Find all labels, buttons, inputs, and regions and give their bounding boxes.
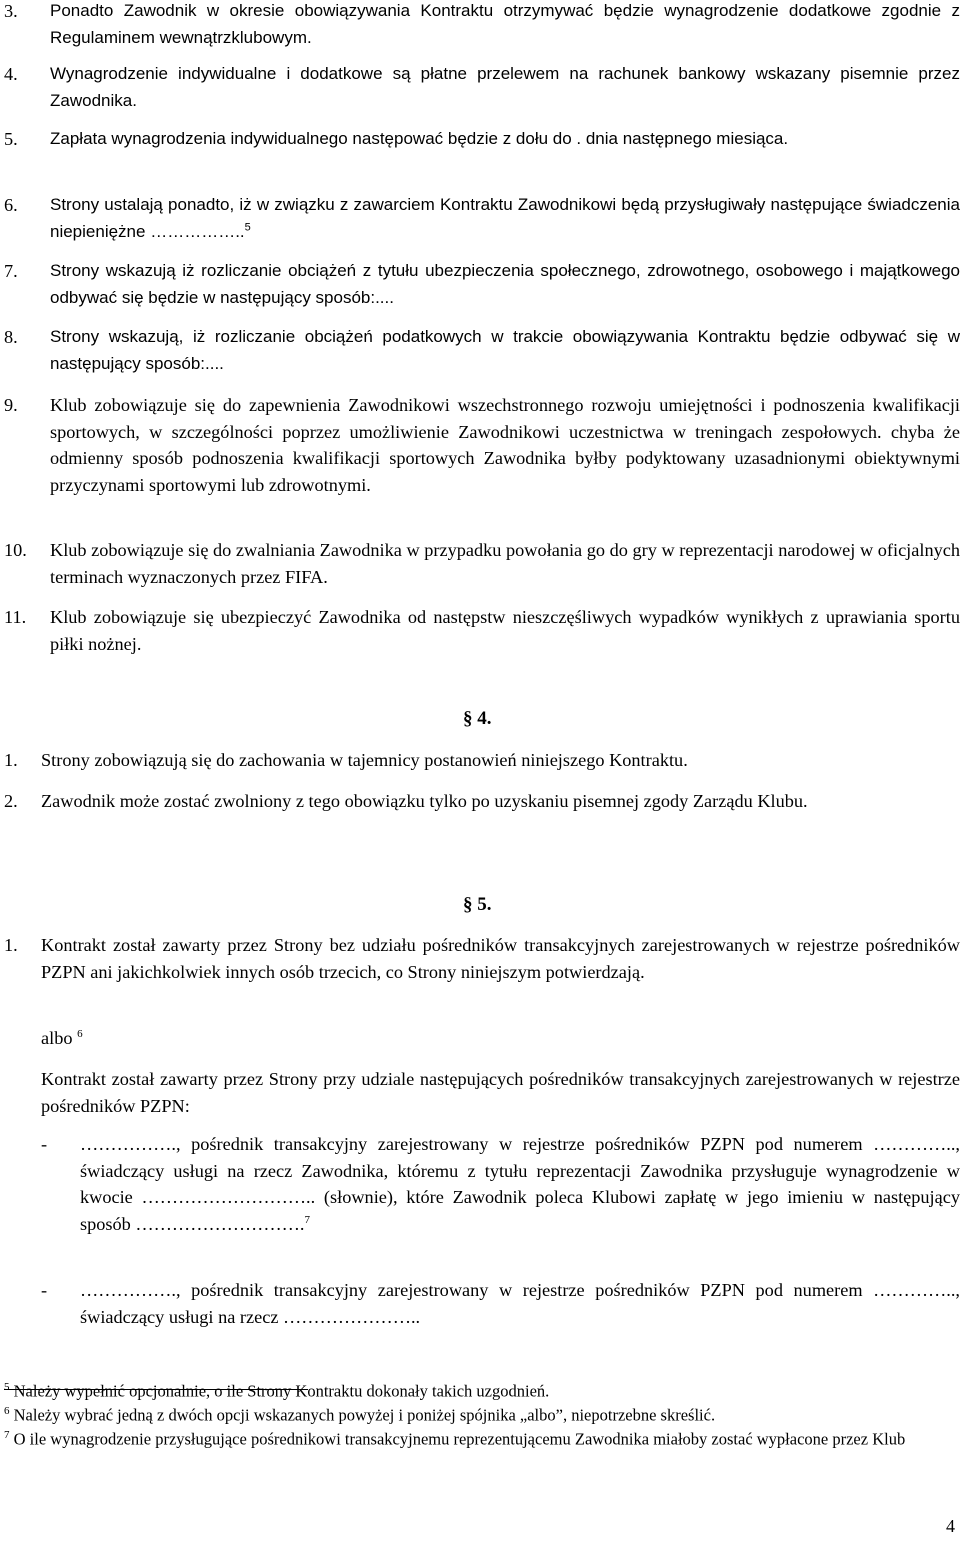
footnote-ref: 6 (77, 1027, 83, 1040)
list-item (0, 747, 960, 774)
item-number: 10. (4, 540, 27, 560)
item-number: 3. (4, 1, 18, 21)
list-item (0, 192, 960, 245)
dash-marker: - (41, 1134, 48, 1154)
footnote: $^5$ Należy wypełnić opcjonalnie, o ile Strony Kontraktu dokonały takich uzgodnień. (4, 1381, 550, 1401)
albo-label: albo $^6$ (41, 1027, 83, 1048)
item-text: ……………., pośrednik transakcyjny zarejestrowany w rejestrze pośredników PZPN pod numerem ………….., świadczący usługi na rzecz ………………….. (80, 1280, 960, 1327)
footnote-ref: 5 (244, 220, 251, 233)
item-number: 6. (4, 195, 18, 215)
list-item (0, 61, 960, 114)
item-text: Kontrakt został zawarty przez Strony bez udziału pośredników transakcyjnych zarejestrowanych w rejestrze pośredników PZPN ani jakichkolwiek innych osób trzecich, co Strony niniejszym potwierdzają. (41, 935, 960, 982)
item-text: Strony wskazują iż rozliczanie obciążeń z tytułu ubezpieczenia społecznego, zdrowotnego, osobowego i majątkowego odbywać się będzie w następujący sposób:.... (50, 261, 960, 307)
item-number: 8. (4, 327, 18, 347)
list-item (0, 258, 960, 311)
list-item (0, 1131, 960, 1237)
section-heading: § 5. (463, 894, 492, 915)
item-text: Klub zobowiązuje się do zwalniania Zawodnika w przypadku powołania go do gry w reprezentacji narodowej w oficjalnych terminach wyznaczonych przez FIFA. (50, 540, 960, 587)
list-item (0, 0, 960, 51)
page-number: 4 (946, 1516, 955, 1536)
list-item (0, 604, 960, 657)
item-text: Zapłata wynagrodzenia indywidualnego następować będzie z dołu do . dnia następnego miesiąca. (50, 129, 789, 148)
item-number: 1. (4, 750, 18, 770)
alternative-text: Kontrakt został zawarty przez Strony przy udziale następujących pośredników transakcyjnych zarejestrowanych w rejestrze pośredników PZPN: (41, 1069, 960, 1116)
item-number: 2. (4, 791, 18, 811)
item-number: 1. (4, 935, 18, 955)
item-number: 9. (4, 395, 18, 415)
item-text: Klub zobowiązuje się ubezpieczyć Zawodnika od następstw nieszczęśliwych wypadków wynikłych z uprawiania sportu piłki nożnej. (50, 607, 960, 654)
item-text: Strony ustalają ponadto, iż w związku z zawarciem Kontraktu Zawodnikowi będą przysługiwały następujące świadczenia niepieniężne ……………..$^5$ (50, 195, 960, 241)
item-number: 4. (4, 64, 18, 84)
list-item (0, 126, 960, 153)
item-number: 7. (4, 261, 18, 281)
item-text: Ponadto Zawodnik w okresie obowiązywania Kontraktu otrzymywać będzie wynagrodzenie dodatkowe zgodnie z Regulaminem wewnątrzklubowym. (50, 1, 960, 47)
list-item (0, 392, 960, 498)
item-number: 5. (4, 129, 18, 149)
list-item (0, 932, 960, 985)
item-text: Klub zobowiązuje się do zapewnienia Zawodnikowi wszechstronnego rozwoju umiejętności i podnoszenia kwalifikacji sportowych, w szczególności poprzez umożliwienie Zawodnikowi uczestnictwa w treningach zespołowych. chyba że odmienny sposób podnoszenia kwalifikacji sportowych Zawodnika byłby podyktowany uzasadnionymi obiektywnymi przyczynami sportowymi lub zdrowotnymi. (50, 395, 960, 495)
item-text: Strony zobowiązują się do zachowania w tajemnicy postanowień niniejszego Kontraktu. (41, 750, 688, 770)
footnote-ref: 7 (304, 1213, 310, 1226)
dash-marker: - (41, 1280, 48, 1300)
list-item (0, 537, 960, 590)
footnote: $^7$ O ile wynagrodzenie przysługujące pośrednikowi transakcyjnemu reprezentującemu Zawodnika miałoby zostać wypłacone przez Klub (4, 1429, 906, 1449)
footnote: $^6$ Należy wybrać jedną z dwóch opcji wskazanych powyżej i poniżej spójnika „albo”, niepotrzebne skreślić. (4, 1405, 716, 1425)
item-text: Wynagrodzenie indywidualne i dodatkowe są płatne przelewem na rachunek bankowy wskazany pisemnie przez Zawodnika. (50, 64, 960, 110)
item-text: Zawodnik może zostać zwolniony z tego obowiązku tylko po uzyskaniu pisemnej zgody Zarządu Klubu. (41, 791, 808, 811)
item-text: ……………., pośrednik transakcyjny zarejestrowany w rejestrze pośredników PZPN pod numerem ………….., świadczący usługi na rzecz Zawodnika, któremu z tytułu reprezentacji Zawodnika przysługuje wynagrodzenie w kwocie ……………………….. (słownie), które Zawodnik poleca Klubowi zapłatę w jego imieniu w następujący sposób ……………………….$^7$ (80, 1134, 960, 1234)
section-heading: § 4. (463, 708, 492, 729)
item-text: Strony wskazują, iż rozliczanie obciążeń podatkowych w trakcie obowiązywania Kontraktu będzie odbywać się w następujący sposób:.... (50, 327, 960, 373)
item-number: 11. (4, 607, 27, 627)
list-item (0, 324, 960, 377)
list-item (0, 1277, 960, 1330)
list-item (0, 788, 960, 815)
